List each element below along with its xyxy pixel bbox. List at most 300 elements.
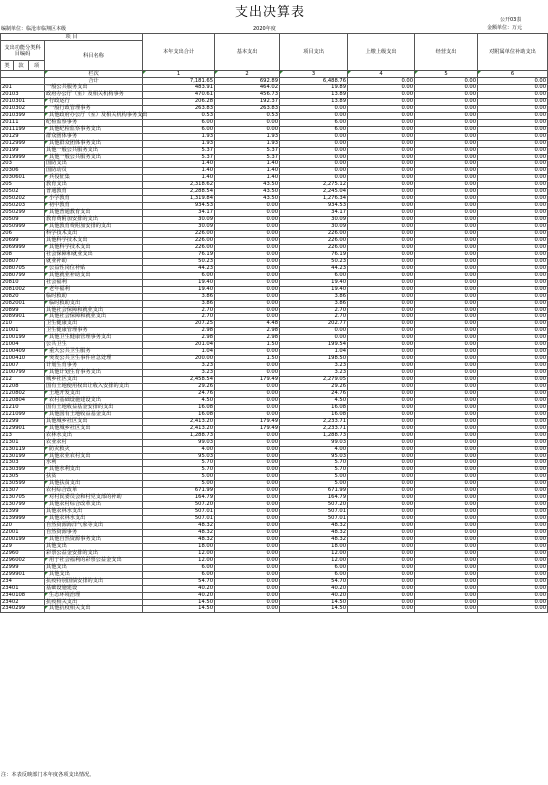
- value-total: 18.00: [143, 543, 215, 550]
- value-total: 206.28: [143, 98, 215, 105]
- subject-name: 就业补助: [45, 258, 143, 265]
- value-upper: 0.00: [348, 564, 415, 571]
- subject-code: 2012999: [1, 140, 45, 147]
- subject-name: 教育费附加安排的支出: [45, 217, 143, 224]
- subject-code: 20509: [1, 217, 45, 224]
- subject-code: 21007: [1, 363, 45, 370]
- subject-name: 其他水利支出: [45, 467, 143, 474]
- subject-code: 21001: [1, 328, 45, 335]
- value-project: 12.00: [280, 550, 348, 557]
- value-total: 207.25: [143, 321, 215, 328]
- value-total: 2,288.54: [143, 189, 215, 196]
- value-project: 34.17: [280, 210, 348, 217]
- value-project: 16.08: [280, 411, 348, 418]
- value-project: 48.32: [280, 536, 348, 543]
- value-project: 1,276.34: [280, 196, 348, 203]
- table-row: [1, 293, 548, 300]
- subject-code: 234: [1, 578, 45, 585]
- value-total: 6.00: [143, 126, 215, 133]
- subject-name: 其他抗疫相关支出: [45, 606, 143, 613]
- value-total: 12.00: [143, 550, 215, 557]
- value-total: 1.40: [143, 175, 215, 182]
- value-business: 0.00: [415, 265, 478, 272]
- value-total: 6.00: [143, 564, 215, 571]
- value-basic: 0.00: [215, 370, 280, 377]
- value-project: 5.00: [280, 474, 348, 481]
- subject-code: 21303: [1, 460, 45, 467]
- subject-code: 2130119: [1, 446, 45, 453]
- subject-code: 22001: [1, 530, 45, 537]
- kuan-header: 款: [14, 61, 29, 71]
- value-upper: 0.00: [348, 119, 415, 126]
- value-basic: 0.00: [215, 495, 280, 502]
- subject-code: 21305: [1, 474, 45, 481]
- value-upper: 0.00: [348, 147, 415, 154]
- value-subsidy: 0.00: [478, 349, 548, 356]
- value-upper: 0.00: [348, 397, 415, 404]
- subject-name: 小学教育: [45, 196, 143, 203]
- value-basic: 2.98: [215, 335, 280, 342]
- value-project: 2,279.05: [280, 377, 348, 384]
- total-col1: 7,181.65: [143, 78, 215, 85]
- value-upper: 0.00: [348, 411, 415, 418]
- value-subsidy: 0.00: [478, 363, 548, 370]
- value-basic: 0.00: [215, 126, 280, 133]
- value-business: 0.00: [415, 467, 478, 474]
- subject-name: 重大公共卫生服务: [45, 349, 143, 356]
- value-business: 0.00: [415, 85, 478, 92]
- value-basic: 43.50: [215, 196, 280, 203]
- value-basic: 0.53: [215, 112, 280, 119]
- subject-code: 208: [1, 251, 45, 258]
- subject-code: 2081002: [1, 286, 45, 293]
- total-col3: 6,488.76: [280, 78, 348, 85]
- value-upper: 0.00: [348, 349, 415, 356]
- subject-code: 2139999: [1, 516, 45, 523]
- value-upper: 0.00: [348, 363, 415, 370]
- value-subsidy: 0.00: [478, 161, 548, 168]
- value-subsidy: 0.00: [478, 571, 548, 578]
- subject-code: 2030601: [1, 175, 45, 182]
- subject-code: 21307: [1, 488, 45, 495]
- value-project: 0.00: [280, 147, 348, 154]
- value-upper: 0.00: [348, 488, 415, 495]
- value-subsidy: 0.00: [478, 182, 548, 189]
- subject-name: 基础设施建设: [45, 585, 143, 592]
- value-business: 0.00: [415, 370, 478, 377]
- value-total: 44.23: [143, 265, 215, 272]
- value-total: 5.37: [143, 154, 215, 161]
- value-subsidy: 0.00: [478, 85, 548, 92]
- value-upper: 0.00: [348, 196, 415, 203]
- value-project: 12.00: [280, 557, 348, 564]
- value-upper: 0.00: [348, 509, 415, 516]
- value-total: 2,458.54: [143, 377, 215, 384]
- value-business: 0.00: [415, 585, 478, 592]
- value-upper: 0.00: [348, 91, 415, 98]
- value-subsidy: 0.00: [478, 112, 548, 119]
- value-subsidy: 0.00: [478, 91, 548, 98]
- value-basic: 0.00: [215, 349, 280, 356]
- value-subsidy: 0.00: [478, 210, 548, 217]
- value-subsidy: 0.00: [478, 196, 548, 203]
- value-project: 2,233.71: [280, 425, 348, 432]
- subject-name: 其他卫生健康管理事务支出: [45, 335, 143, 342]
- value-total: 3.23: [143, 370, 215, 377]
- total-col6: 0.00: [478, 78, 548, 85]
- value-project: 76.19: [280, 251, 348, 258]
- subject-code: 20899: [1, 307, 45, 314]
- value-project: 934.53: [280, 203, 348, 210]
- subject-name: 土地开发支出: [45, 390, 143, 397]
- subject-code: 213: [1, 432, 45, 439]
- subject-name: 卫生健康支出: [45, 321, 143, 328]
- value-subsidy: 0.00: [478, 154, 548, 161]
- col-business-header: 经营支出: [415, 34, 478, 71]
- value-upper: 0.00: [348, 251, 415, 258]
- value-total: 54.70: [143, 578, 215, 585]
- value-business: 0.00: [415, 168, 478, 175]
- value-basic: 0.00: [215, 599, 280, 606]
- subject-name: 其他扶贫支出: [45, 481, 143, 488]
- value-subsidy: 0.00: [478, 300, 548, 307]
- value-basic: 43.50: [215, 189, 280, 196]
- value-upper: 0.00: [348, 175, 415, 182]
- subject-name: 临时救助支出: [45, 300, 143, 307]
- value-subsidy: 0.00: [478, 446, 548, 453]
- value-basic: 0.00: [215, 536, 280, 543]
- value-subsidy: 0.00: [478, 474, 548, 481]
- value-project: 4.50: [280, 397, 348, 404]
- value-project: 48.32: [280, 523, 348, 530]
- subject-name: 临时救助: [45, 293, 143, 300]
- value-business: 0.00: [415, 307, 478, 314]
- value-project: 24.76: [280, 390, 348, 397]
- value-project: 2.70: [280, 307, 348, 314]
- subject-code: 2050999: [1, 224, 45, 231]
- subject-code: 21208: [1, 383, 45, 390]
- subject-name: 农村基础设施建设支出: [45, 397, 143, 404]
- value-total: 6.00: [143, 571, 215, 578]
- year-label: 2020年度: [253, 26, 276, 32]
- value-subsidy: 0.00: [478, 585, 548, 592]
- value-upper: 0.00: [348, 432, 415, 439]
- subject-name: 计划生育事务: [45, 363, 143, 370]
- subject-code: 2080799: [1, 272, 45, 279]
- value-subsidy: 0.00: [478, 286, 548, 293]
- subject-code: 2050202: [1, 196, 45, 203]
- value-subsidy: 0.00: [478, 293, 548, 300]
- value-subsidy: 0.00: [478, 509, 548, 516]
- value-subsidy: 0.00: [478, 383, 548, 390]
- value-basic: 179.49: [215, 377, 280, 384]
- value-business: 0.00: [415, 300, 478, 307]
- value-project: 507.20: [280, 502, 348, 509]
- subject-code: 2082001: [1, 300, 45, 307]
- value-basic: 0.00: [215, 557, 280, 564]
- table-row: [1, 147, 548, 154]
- value-subsidy: 0.00: [478, 98, 548, 105]
- value-subsidy: 0.00: [478, 578, 548, 585]
- value-project: 30.09: [280, 224, 348, 231]
- value-upper: 0.00: [348, 244, 415, 251]
- value-upper: 0.00: [348, 481, 415, 488]
- subject-name: 其他社会保障和就业支出: [45, 314, 143, 321]
- value-project: 6.00: [280, 564, 348, 571]
- value-basic: 0.00: [215, 231, 280, 238]
- value-project: 226.00: [280, 237, 348, 244]
- value-project: 507.01: [280, 509, 348, 516]
- value-upper: 0.00: [348, 217, 415, 224]
- value-project: 0.00: [280, 105, 348, 112]
- value-upper: 0.00: [348, 453, 415, 460]
- value-total: 6.00: [143, 272, 215, 279]
- value-basic: 0.00: [215, 439, 280, 446]
- value-basic: 0.00: [215, 237, 280, 244]
- value-total: 1.93: [143, 140, 215, 147]
- subject-code: 21004: [1, 342, 45, 349]
- value-subsidy: 0.00: [478, 244, 548, 251]
- value-business: 0.00: [415, 217, 478, 224]
- org-label: 编制单位：临沧市临翔区本级: [1, 26, 67, 32]
- subject-name: 科学技术支出: [45, 231, 143, 238]
- subject-name: 其他一般公共服务支出: [45, 154, 143, 161]
- value-total: 3.86: [143, 293, 215, 300]
- value-project: 2.70: [280, 314, 348, 321]
- value-upper: 0.00: [348, 182, 415, 189]
- value-basic: 1.40: [215, 161, 280, 168]
- subject-code: 220: [1, 523, 45, 530]
- subject-name: 其他科学技术支出: [45, 244, 143, 251]
- subject-name: 其他政府办公厅（室）及相关机构事务支出: [45, 112, 143, 119]
- value-upper: 0.00: [348, 502, 415, 509]
- value-upper: 0.00: [348, 516, 415, 523]
- value-project: 19.40: [280, 286, 348, 293]
- value-upper: 0.00: [348, 390, 415, 397]
- value-project: 6.00: [280, 571, 348, 578]
- value-basic: 192.37: [215, 98, 280, 105]
- value-basic: 0.00: [215, 592, 280, 599]
- value-project: 40.20: [280, 592, 348, 599]
- value-subsidy: 0.00: [478, 370, 548, 377]
- value-upper: 0.00: [348, 550, 415, 557]
- subject-name: 其他一般公共服务支出: [45, 147, 143, 154]
- value-upper: 0.00: [348, 383, 415, 390]
- value-business: 0.00: [415, 328, 478, 335]
- value-total: 226.00: [143, 231, 215, 238]
- value-project: 6.00: [280, 272, 348, 279]
- value-upper: 0.00: [348, 237, 415, 244]
- value-business: 0.00: [415, 244, 478, 251]
- value-basic: 2.98: [215, 328, 280, 335]
- value-total: 5.00: [143, 481, 215, 488]
- subject-name: 其他教育费附加安排的支出: [45, 224, 143, 231]
- value-project: 5.70: [280, 460, 348, 467]
- subject-code: 2120804: [1, 397, 45, 404]
- value-project: 6.00: [280, 119, 348, 126]
- value-upper: 0.00: [348, 272, 415, 279]
- subject-name: 公益性岗位补贴: [45, 265, 143, 272]
- subject-name: 其他农林水支出: [45, 516, 143, 523]
- value-project: 1.04: [280, 349, 348, 356]
- value-total: 40.20: [143, 592, 215, 599]
- value-basic: 0.00: [215, 432, 280, 439]
- value-total: 671.99: [143, 488, 215, 495]
- value-total: 30.09: [143, 217, 215, 224]
- value-business: 0.00: [415, 112, 478, 119]
- subject-code: 20699: [1, 237, 45, 244]
- value-business: 0.00: [415, 509, 478, 516]
- subject-code: 206: [1, 231, 45, 238]
- value-upper: 0.00: [348, 189, 415, 196]
- value-subsidy: 0.00: [478, 217, 548, 224]
- value-subsidy: 0.00: [478, 237, 548, 244]
- value-business: 0.00: [415, 439, 478, 446]
- value-business: 0.00: [415, 383, 478, 390]
- value-project: 2,245.04: [280, 189, 348, 196]
- value-basic: 0.00: [215, 203, 280, 210]
- subject-code: 21299: [1, 418, 45, 425]
- value-upper: 0.00: [348, 543, 415, 550]
- value-subsidy: 0.00: [478, 272, 548, 279]
- value-business: 0.00: [415, 460, 478, 467]
- value-business: 0.00: [415, 140, 478, 147]
- value-subsidy: 0.00: [478, 599, 548, 606]
- value-subsidy: 0.00: [478, 140, 548, 147]
- subject-name: 其他计划生育事务支出: [45, 370, 143, 377]
- value-upper: 0.00: [348, 133, 415, 140]
- value-subsidy: 0.00: [478, 328, 548, 335]
- total-label: 合计: [45, 78, 143, 85]
- value-project: 14.50: [280, 606, 348, 613]
- subject-name: 其他支出: [45, 543, 143, 550]
- value-business: 0.00: [415, 105, 478, 112]
- total-col2: 692.89: [215, 78, 280, 85]
- subject-name: 一般公共服务支出: [45, 85, 143, 92]
- value-total: 1.93: [143, 133, 215, 140]
- subject-name: 其他城乡社区支出: [45, 418, 143, 425]
- value-subsidy: 0.00: [478, 265, 548, 272]
- value-project: 44.23: [280, 265, 348, 272]
- subject-code: 201: [1, 85, 45, 92]
- value-business: 0.00: [415, 543, 478, 550]
- value-project: 99.03: [280, 439, 348, 446]
- subject-name: 突发公共卫生事件应急处理: [45, 356, 143, 363]
- value-basic: 0.00: [215, 446, 280, 453]
- value-upper: 0.00: [348, 571, 415, 578]
- subject-code: 2340108: [1, 592, 45, 599]
- value-project: 3.23: [280, 363, 348, 370]
- value-total: 226.00: [143, 244, 215, 251]
- subject-name: 其他自然资源事务支出: [45, 536, 143, 543]
- value-project: 3.23: [280, 370, 348, 377]
- value-total: 483.91: [143, 85, 215, 92]
- value-basic: 1.93: [215, 133, 280, 140]
- value-subsidy: 0.00: [478, 606, 548, 613]
- value-total: 1,288.73: [143, 432, 215, 439]
- col-index-6: 6: [478, 71, 548, 78]
- value-project: 0.00: [280, 328, 348, 335]
- value-total: 2,413.20: [143, 418, 215, 425]
- value-basic: 0.00: [215, 488, 280, 495]
- value-business: 0.00: [415, 119, 478, 126]
- value-basic: 0.00: [215, 606, 280, 613]
- subject-name: 政府办公厅（室）及相关机构事务: [45, 91, 143, 98]
- value-upper: 0.00: [348, 154, 415, 161]
- value-upper: 0.00: [348, 314, 415, 321]
- subject-name: 其他农村综合改革支出: [45, 502, 143, 509]
- value-business: 0.00: [415, 599, 478, 606]
- value-business: 0.00: [415, 474, 478, 481]
- value-upper: 0.00: [348, 328, 415, 335]
- value-subsidy: 0.00: [478, 530, 548, 537]
- value-total: 164.79: [143, 495, 215, 502]
- value-upper: 0.00: [348, 530, 415, 537]
- value-project: 202.77: [280, 321, 348, 328]
- value-subsidy: 0.00: [478, 439, 548, 446]
- value-subsidy: 0.00: [478, 126, 548, 133]
- value-business: 0.00: [415, 286, 478, 293]
- value-project: 16.08: [280, 404, 348, 411]
- value-basic: 0.00: [215, 481, 280, 488]
- value-total: 2.70: [143, 307, 215, 314]
- value-subsidy: 0.00: [478, 592, 548, 599]
- value-subsidy: 0.00: [478, 168, 548, 175]
- value-upper: 0.00: [348, 523, 415, 530]
- table-row: [1, 606, 548, 613]
- value-project: 0.00: [280, 175, 348, 182]
- subject-name: 用于社会福利的彩票公益金支出: [45, 557, 143, 564]
- value-total: 99.03: [143, 439, 215, 446]
- subject-name: 群众团体事务: [45, 133, 143, 140]
- col-upper-header: 上缴上级支出: [348, 34, 415, 71]
- value-basic: 0.00: [215, 502, 280, 509]
- value-business: 0.00: [415, 161, 478, 168]
- subject-name: 老年福利: [45, 286, 143, 293]
- value-total: 48.32: [143, 530, 215, 537]
- value-upper: 0.00: [348, 467, 415, 474]
- value-project: 0.00: [280, 140, 348, 147]
- value-upper: 0.00: [348, 418, 415, 425]
- value-business: 0.00: [415, 231, 478, 238]
- value-upper: 0.00: [348, 203, 415, 210]
- value-total: 6.00: [143, 119, 215, 126]
- form-number: 公开03表: [500, 17, 522, 23]
- value-project: 19.40: [280, 279, 348, 286]
- value-basic: 263.83: [215, 105, 280, 112]
- value-subsidy: 0.00: [478, 404, 548, 411]
- value-basic: 0.00: [215, 578, 280, 585]
- value-basic: 1.40: [215, 168, 280, 175]
- subject-name: 其他国有土地收益基金支出: [45, 411, 143, 418]
- value-total: 507.20: [143, 502, 215, 509]
- value-business: 0.00: [415, 418, 478, 425]
- value-total: 201.04: [143, 342, 215, 349]
- value-subsidy: 0.00: [478, 418, 548, 425]
- value-total: 5.70: [143, 460, 215, 467]
- subject-code: 2130705: [1, 495, 45, 502]
- value-subsidy: 0.00: [478, 502, 548, 509]
- value-upper: 0.00: [348, 425, 415, 432]
- subject-code: 20199: [1, 147, 45, 154]
- value-business: 0.00: [415, 411, 478, 418]
- value-upper: 0.00: [348, 112, 415, 119]
- value-basic: 0.00: [215, 217, 280, 224]
- value-upper: 0.00: [348, 307, 415, 314]
- subject-code: 2100799: [1, 370, 45, 377]
- subject-code: 210: [1, 321, 45, 328]
- subject-code: 21399: [1, 509, 45, 516]
